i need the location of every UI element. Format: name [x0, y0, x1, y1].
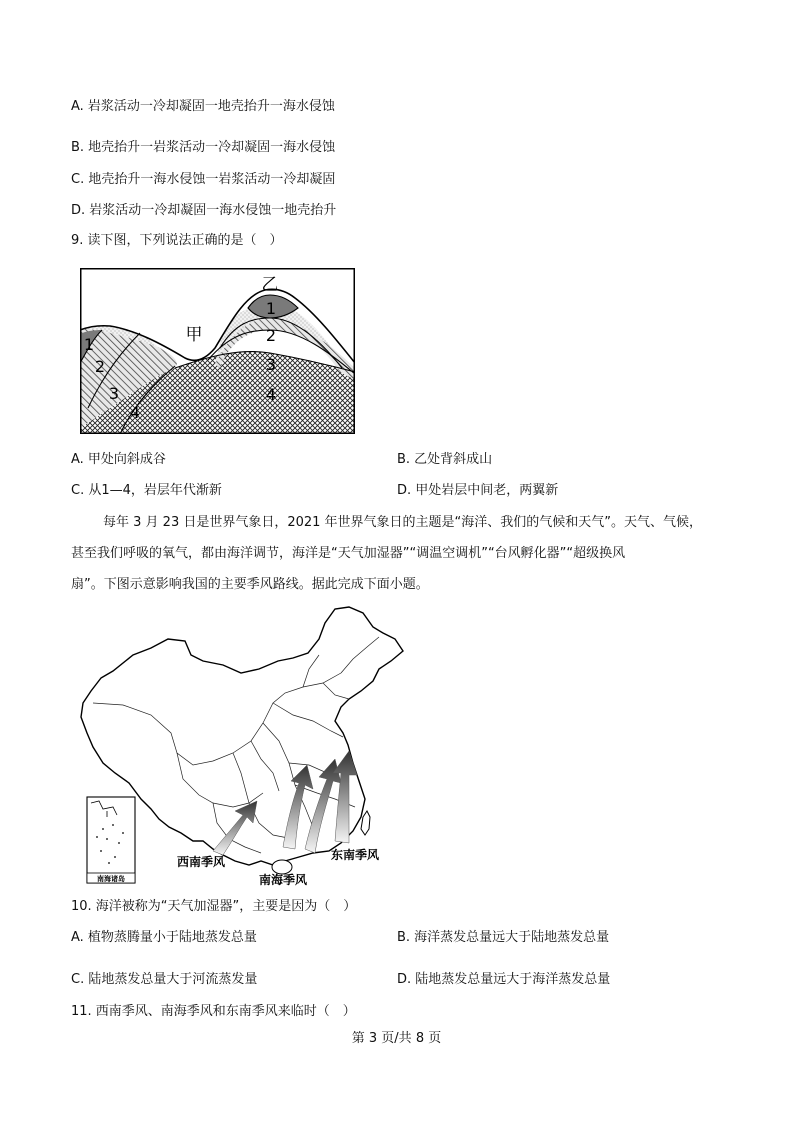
left-label-2: 2 — [94, 357, 106, 376]
right-label-2: 2 — [265, 326, 277, 345]
q8-option-c: C. 地壳抬升一海水侵蚀一岩浆活动一冷却凝固 — [71, 172, 336, 187]
passage-line-1: 每年 3 月 23 日是世界气象日，2021 年世界气象日的主题是“海洋、我们的气候和天气”。天气、气候， — [103, 515, 703, 530]
china-monsoon-map — [73, 603, 408, 889]
q8-option-d: D. 岩浆活动一冷却凝固一海水侵蚀一地壳抬升 — [71, 203, 337, 218]
q10-option-c: C. 陆地蒸发总量大于河流蒸发量 — [71, 972, 258, 987]
q9-stem: 9. 读下图，下列说法正确的是（ ） — [71, 233, 283, 248]
q9-option-b: B. 乙处背斜成山 — [397, 452, 493, 467]
south-china-sea-inset — [87, 797, 135, 883]
label-southwest-monsoon: 西南季风 — [176, 855, 226, 869]
label-southeast-monsoon: 东南季风 — [330, 848, 380, 862]
q9-option-d: D. 甲处岩层中间老，两翼新 — [397, 483, 559, 498]
q10-stem: 10. 海洋被称为“天气加湿器”，主要是因为（ ） — [71, 899, 357, 914]
passage-line-3: 扇”。下图示意影响我国的主要季风路线。据此完成下面小题。 — [71, 577, 429, 592]
left-label-3: 3 — [108, 384, 120, 403]
taiwan-island — [361, 811, 370, 835]
label-jia: 甲 — [185, 325, 203, 345]
q10-option-b: B. 海洋蒸发总量远大于陆地蒸发总量 — [397, 930, 610, 945]
q10-option-d: D. 陆地蒸发总量远大于海洋蒸发总量 — [397, 972, 611, 987]
inset-label: 南海诸岛 — [97, 875, 125, 883]
q9-option-c: C. 从1—4，岩层年代渐新 — [71, 483, 222, 498]
right-label-1: 1 — [265, 299, 277, 318]
q11-stem: 11. 西南季风、南海季风和东南季风来临时（ ） — [71, 1004, 356, 1019]
q10-option-a: A. 植物蒸腾量小于陆地蒸发总量 — [71, 930, 257, 945]
page-footer: 第 3 页/共 8 页 — [351, 1031, 442, 1046]
fold-strata-figure — [80, 268, 355, 434]
left-label-1: 1 — [83, 335, 95, 354]
q8-option-b: B. 地壳抬升一岩浆活动一冷却凝固一海水侵蚀 — [71, 140, 336, 155]
q8-option-a: A. 岩浆活动一冷却凝固一地壳抬升一海水侵蚀 — [71, 99, 335, 114]
passage — [71, 507, 739, 600]
passage-line-2: 甚至我们呼吸的氧气，都由海洋调节，海洋是“天气加湿器”“调温空调机”“台风孵化器”“超级换风 — [71, 546, 626, 561]
left-label-4: 4 — [129, 403, 141, 422]
right-label-4: 4 — [265, 385, 277, 404]
right-label-3: 3 — [265, 355, 277, 374]
hainan-island — [272, 860, 292, 874]
label-south-china-sea-monsoon: 南海季风 — [258, 873, 308, 887]
q9-option-a: A. 甲处向斜成谷 — [71, 452, 166, 467]
label-yi: 乙 — [261, 275, 279, 295]
